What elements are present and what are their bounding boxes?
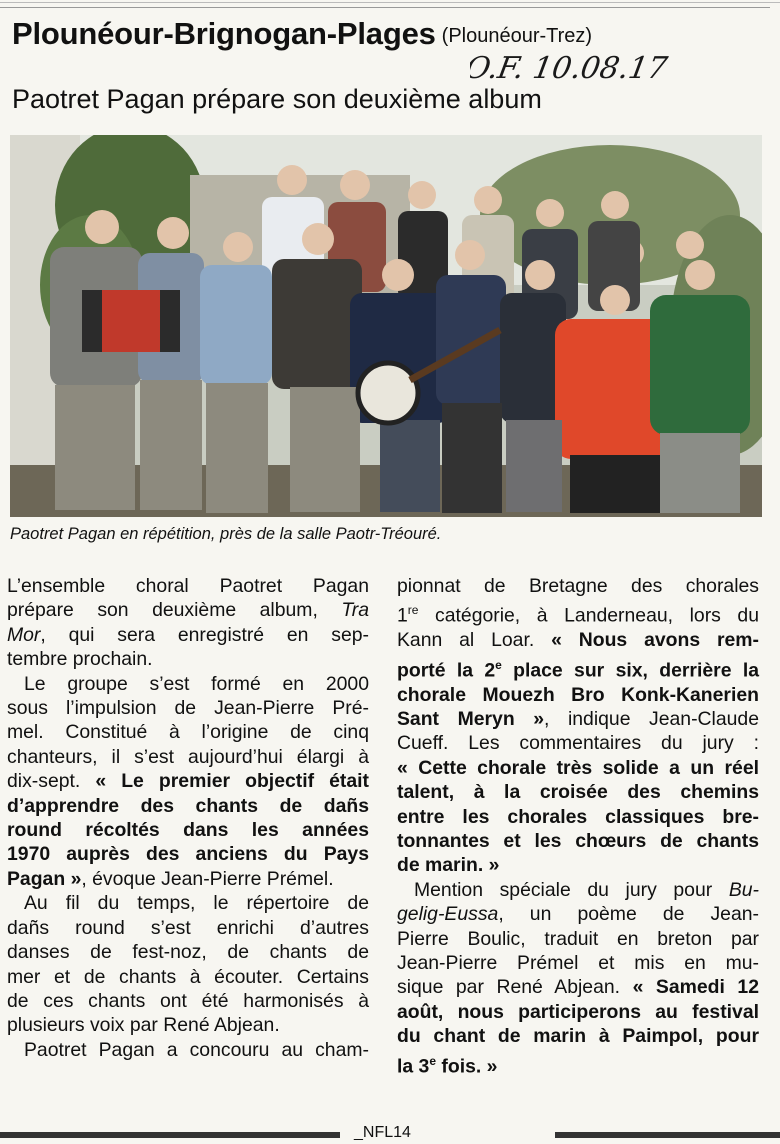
text-line: Jean-Pierre Prémel et mis en mu- bbox=[397, 952, 759, 975]
text-line: talent, à la croisée des chemins bbox=[397, 781, 759, 804]
page-footer bbox=[0, 1124, 780, 1144]
text-line: de ces chants ont été harmonisés à bbox=[7, 989, 369, 1012]
text-line: entre les chorales classiques bre- bbox=[397, 805, 759, 828]
quote-bold: « Le premier objectif était bbox=[95, 770, 369, 793]
text-line: porté la 2e place sur six, derrière la bbox=[397, 657, 759, 682]
text-line: mel. Constitué à l’origine de cinq bbox=[7, 721, 369, 744]
text-line: Le groupe s’est formé en 2000 bbox=[24, 672, 369, 695]
place-headline: Plounéour-Brignogan-Plages bbox=[12, 16, 436, 51]
text-line: Mention spéciale du jury pour Bu- bbox=[414, 878, 759, 901]
text-line: dañs round s’est enrichi d’autres bbox=[7, 916, 369, 939]
article-column-left bbox=[7, 574, 369, 1062]
text-line: danses de fest-noz, de chants de bbox=[7, 941, 369, 964]
text-line: chorale Mouezh Bro Konk-Kanerien bbox=[397, 683, 759, 706]
text-line: 1970 auprès des anciens du Pays bbox=[7, 843, 369, 866]
text-line: Pagan », évoque Jean-Pierre Prémel. bbox=[7, 867, 334, 890]
text-line: plusieurs voix par René Abjean. bbox=[7, 1014, 280, 1037]
text-line: tonnantes et les chœurs de chants bbox=[397, 830, 759, 852]
text-line: Mor, qui sera enregistré en sep- bbox=[7, 623, 369, 646]
article-title: Paotret Pagan prépare son deuxième album bbox=[12, 84, 542, 114]
text-line: pionnat de Bretagne des chorales bbox=[397, 575, 759, 597]
text-line: chanteurs, il s’est aujourd’hui élargi à bbox=[7, 745, 369, 768]
top-rule-secondary bbox=[0, 7, 770, 8]
top-rule bbox=[0, 2, 780, 3]
text-line: Pierre Boulic, traduit en breton par bbox=[397, 927, 759, 950]
text-line: Au fil du temps, le répertoire de bbox=[24, 892, 369, 915]
handwritten-text: O.F. 10.08.17 bbox=[470, 51, 670, 86]
group-photo bbox=[10, 135, 762, 517]
place-subtitle: (Plounéour-Trez) bbox=[441, 25, 593, 47]
text-line: dix-sept. « Le premier objectif était bbox=[7, 770, 369, 793]
text-line: L’ensemble choral Paotret Pagan bbox=[7, 575, 369, 597]
text-line: Paotret Pagan a concouru au cham- bbox=[24, 1038, 369, 1061]
text-line: d’apprendre des chants de dañs bbox=[7, 794, 369, 817]
text-line: gelig-Eussa, un poème de Jean- bbox=[397, 903, 759, 926]
text-line: « Cette chorale très solide a un réel bbox=[397, 756, 759, 779]
footer-page-code: _NFL14 bbox=[350, 1124, 415, 1142]
text-line: 1re catégorie, à Landerneau, lors du bbox=[397, 603, 759, 627]
text-line: Sant Meryn », indique Jean-Claude bbox=[397, 707, 759, 730]
text-line: round récoltés dans les années bbox=[7, 819, 369, 842]
text-line: de marin. » bbox=[397, 854, 500, 877]
footer-rule-left bbox=[0, 1132, 340, 1138]
album-title: Tra bbox=[341, 599, 369, 622]
text-line: la 3e fois. » bbox=[397, 1053, 498, 1078]
text-line: août, nous participerons au festival bbox=[397, 1000, 759, 1023]
text-line: mer et de chants à écouter. Certains bbox=[7, 965, 369, 988]
text-line: tembre prochain. bbox=[7, 648, 153, 671]
article-column-right bbox=[397, 574, 759, 1079]
photo-caption: Paotret Pagan en répétition, près de la salle Paotr-Tréouré. bbox=[10, 525, 442, 543]
footer-rule-right bbox=[555, 1132, 780, 1138]
text-line: sique par René Abjean. « Samedi 12 bbox=[397, 976, 759, 999]
text-line: du chant de marin à Paimpol, pour bbox=[397, 1025, 759, 1048]
text-line: Kann al Loar. « Nous avons rem- bbox=[397, 629, 760, 652]
text-line: Cueff. Les commentaires du jury : bbox=[397, 732, 759, 755]
text-line: sous l’impulsion de Jean-Pierre Pré- bbox=[7, 697, 369, 720]
text-line: prépare son deuxième album, Tra bbox=[7, 599, 369, 622]
